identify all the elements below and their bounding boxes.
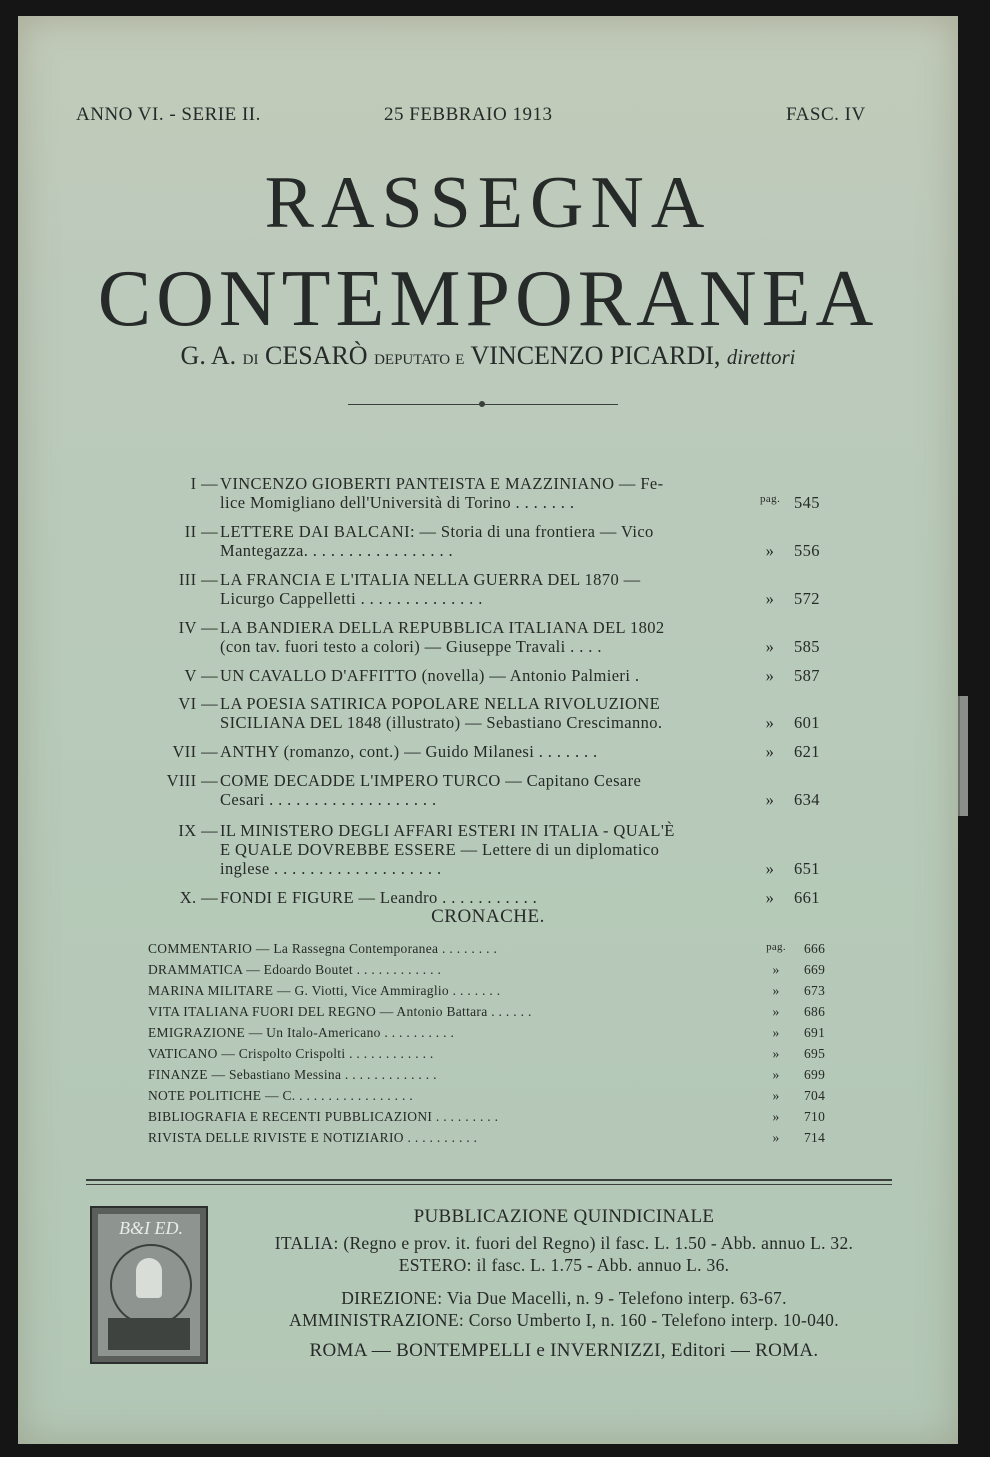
toc-page-mark: »	[765, 666, 775, 685]
toc-page-mark: pag.	[760, 493, 781, 505]
list-item: RIVISTA DELLE RIVISTE E NOTIZIARIO . . . . . . . . . .	[148, 1130, 478, 1145]
toc-page-mark: »	[765, 742, 775, 761]
issue-year-series: ANNO VI. - SERIE II.	[76, 104, 261, 125]
list-item-page: 669	[804, 962, 826, 977]
list-item: VATICANO — Crispolto Crispolti . . . . . . . . . . . .	[148, 1046, 434, 1061]
toc-title: UN CAVALLO D'AFFITTO (novella) — Antonio Palmieri .	[220, 666, 640, 685]
footer-rule-thin	[86, 1184, 892, 1185]
toc-page-mark: »	[765, 790, 775, 809]
director-1-role: deputato e	[374, 346, 465, 369]
toc-title: LA POESIA SATIRICA POPOLARE NELLA RIVOLUZIONE	[220, 694, 661, 713]
director-1-di: di	[242, 346, 259, 369]
toc-number: VI —	[178, 694, 218, 713]
toc-page-number: 634	[794, 790, 820, 809]
toc-author: lice Momigliano dell'Università di Torino . . . . . . .	[220, 493, 575, 512]
toc-title: ANTHY (romanzo, cont.) — Guido Milanesi . . . . . . .	[220, 742, 598, 761]
toc-page-number: 585	[794, 637, 820, 656]
toc-page-number: 621	[794, 742, 820, 761]
list-item-mark: »	[772, 1088, 780, 1103]
toc-title-continued: E QUALE DOVREBBE ESSERE — Lettere di un diplomatico	[220, 840, 660, 859]
toc-title: VINCENZO GIOBERTI PANTEISTA E MAZZINIANO — Fe-	[220, 474, 664, 493]
list-item: DRAMMATICA — Edoardo Boutet . . . . . . . . . . . .	[148, 962, 442, 977]
list-item-page: 686	[804, 1004, 826, 1019]
toc-author: inglese . . . . . . . . . . . . . . . . . . .	[220, 859, 442, 878]
list-item-mark: »	[772, 1109, 780, 1124]
director-1-name: CESARÒ	[265, 341, 368, 370]
footer-rule	[86, 1179, 892, 1181]
list-item: EMIGRAZIONE — Un Italo-Americano . . . . . . . . . .	[148, 1025, 455, 1040]
directors-role: direttori	[726, 346, 796, 369]
toc-number: IX —	[178, 821, 218, 840]
list-item: VITA ITALIANA FUORI DEL REGNO — Antonio Battara . . . . . .	[148, 1004, 532, 1019]
list-item-mark: pag.	[766, 941, 786, 953]
list-item: FINANZE — Sebastiano Messina . . . . . . . . . . . . .	[148, 1067, 437, 1082]
toc-page-number: 661	[794, 888, 820, 907]
list-item-page: 714	[804, 1130, 826, 1145]
subscription-italia: ITALIA: (Regno e prov. it. fuori del Regno) il fasc. L. 1.50 - Abb. annuo L. 32.	[274, 1233, 854, 1253]
toc-number: III —	[178, 570, 218, 589]
masthead-line-2: CONTEMPORANEA	[97, 255, 879, 343]
list-item: BIBLIOGRAFIA E RECENTI PUBBLICAZIONI . . . . . . . . .	[148, 1109, 499, 1124]
list-item-page: 704	[804, 1088, 826, 1103]
toc-title: LA BANDIERA DELLA REPUBBLICA ITALIANA DEL 1802	[220, 618, 665, 637]
list-item-page: 699	[804, 1067, 826, 1082]
list-item-mark: »	[772, 1025, 780, 1040]
editorial-address: DIREZIONE: Via Due Macelli, n. 9 - Telefono interp. 63-67.	[341, 1288, 787, 1308]
list-item: NOTE POLITICHE — C. . . . . . . . . . . . . . . . .	[148, 1088, 414, 1103]
toc-number: V —	[184, 666, 218, 685]
list-item-mark: »	[772, 962, 780, 977]
list-item-page: 691	[804, 1025, 826, 1040]
director-2-name: VINCENZO PICARDI,	[470, 341, 721, 370]
toc-title: LA FRANCIA E L'ITALIA NELLA GUERRA DEL 1870 —	[220, 570, 641, 589]
list-item-page: 673	[804, 983, 826, 998]
toc-author: Mantegazza. . . . . . . . . . . . . . . . .	[220, 541, 454, 560]
toc-author: SICILIANA DEL 1848 (illustrato) — Sebastiano Crescimanno.	[220, 713, 663, 732]
publisher-line: ROMA — BONTEMPELLI e INVERNIZZI, Editori — ROMA.	[309, 1340, 819, 1361]
logo-figure	[136, 1258, 162, 1298]
toc-title: COME DECADDE L'IMPERO TURCO — Capitano Cesare	[220, 771, 642, 790]
toc-number: VIII —	[166, 771, 218, 790]
toc-page-mark: »	[765, 541, 775, 560]
toc-page-number: 545	[794, 493, 820, 512]
logo-monogram: B&I ED.	[119, 1218, 183, 1238]
list-item-page: 695	[804, 1046, 826, 1061]
list-item-mark: »	[772, 983, 780, 998]
toc-page-mark: »	[765, 888, 775, 907]
toc-author: (con tav. fuori testo a colori) — Giuseppe Travali . . . .	[220, 637, 602, 656]
magazine-cover	[18, 16, 958, 1444]
toc-page-mark: »	[765, 589, 775, 608]
toc-title: IL MINISTERO DEGLI AFFARI ESTERI IN ITALIA - QUAL'È	[220, 821, 675, 840]
cronache-heading: CRONACHE.	[431, 906, 545, 927]
toc-page-number: 651	[794, 859, 820, 878]
toc-page-number: 572	[794, 589, 820, 608]
list-item-mark: »	[772, 1004, 780, 1019]
logo-base	[108, 1318, 190, 1350]
divider-ornament-dot	[479, 401, 485, 407]
publication-frequency: PUBBLICAZIONE QUINDICINALE	[413, 1206, 715, 1227]
toc-page-number: 556	[794, 541, 820, 560]
administration-address: AMMINISTRAZIONE: Corso Umberto I, n. 160 - Telefono interp. 10-040.	[289, 1310, 839, 1330]
toc-author: Licurgo Cappelletti . . . . . . . . . . . . . .	[220, 589, 483, 608]
issue-date: 25 FEBBRAIO 1913	[384, 104, 553, 125]
toc-number: VII —	[172, 742, 218, 761]
list-item-mark: »	[772, 1130, 780, 1145]
director-1-prefix: G. A.	[180, 341, 237, 370]
logo-panel	[98, 1214, 200, 1356]
toc-title: LETTERE DAI BALCANI: — Storia di una frontiera — Vico	[220, 522, 654, 541]
publisher-logo	[90, 1206, 208, 1364]
toc-number: X. —	[179, 888, 218, 907]
toc-number: II —	[184, 522, 218, 541]
subscription-estero: ESTERO: il fasc. L. 1.75 - Abb. annuo L. 36.	[398, 1255, 730, 1275]
list-item: COMMENTARIO — La Rassegna Contemporanea . . . . . . . .	[148, 941, 498, 956]
toc-title: FONDI E FIGURE — Leandro . . . . . . . . . . .	[220, 888, 538, 907]
binding-tab	[958, 696, 968, 816]
list-item: MARINA MILITARE — G. Viotti, Vice Ammiraglio . . . . . . .	[148, 983, 501, 998]
toc-page-mark: »	[765, 859, 775, 878]
list-item-mark: »	[772, 1046, 780, 1061]
toc-page-mark: »	[765, 713, 775, 732]
toc-number: IV —	[178, 618, 218, 637]
issue-fascicle: FASC. IV	[786, 104, 866, 125]
list-item-page: 666	[804, 941, 826, 956]
list-item-mark: »	[772, 1067, 780, 1082]
masthead-line-1: RASSEGNA	[264, 162, 712, 244]
list-item-page: 710	[804, 1109, 826, 1124]
toc-number: I —	[190, 474, 218, 493]
directors-line	[18, 341, 958, 371]
toc-page-number: 601	[794, 713, 820, 732]
toc-page-number: 587	[794, 666, 820, 685]
toc-page-mark: »	[765, 637, 775, 656]
toc-author: Cesari . . . . . . . . . . . . . . . . . . .	[220, 790, 437, 809]
